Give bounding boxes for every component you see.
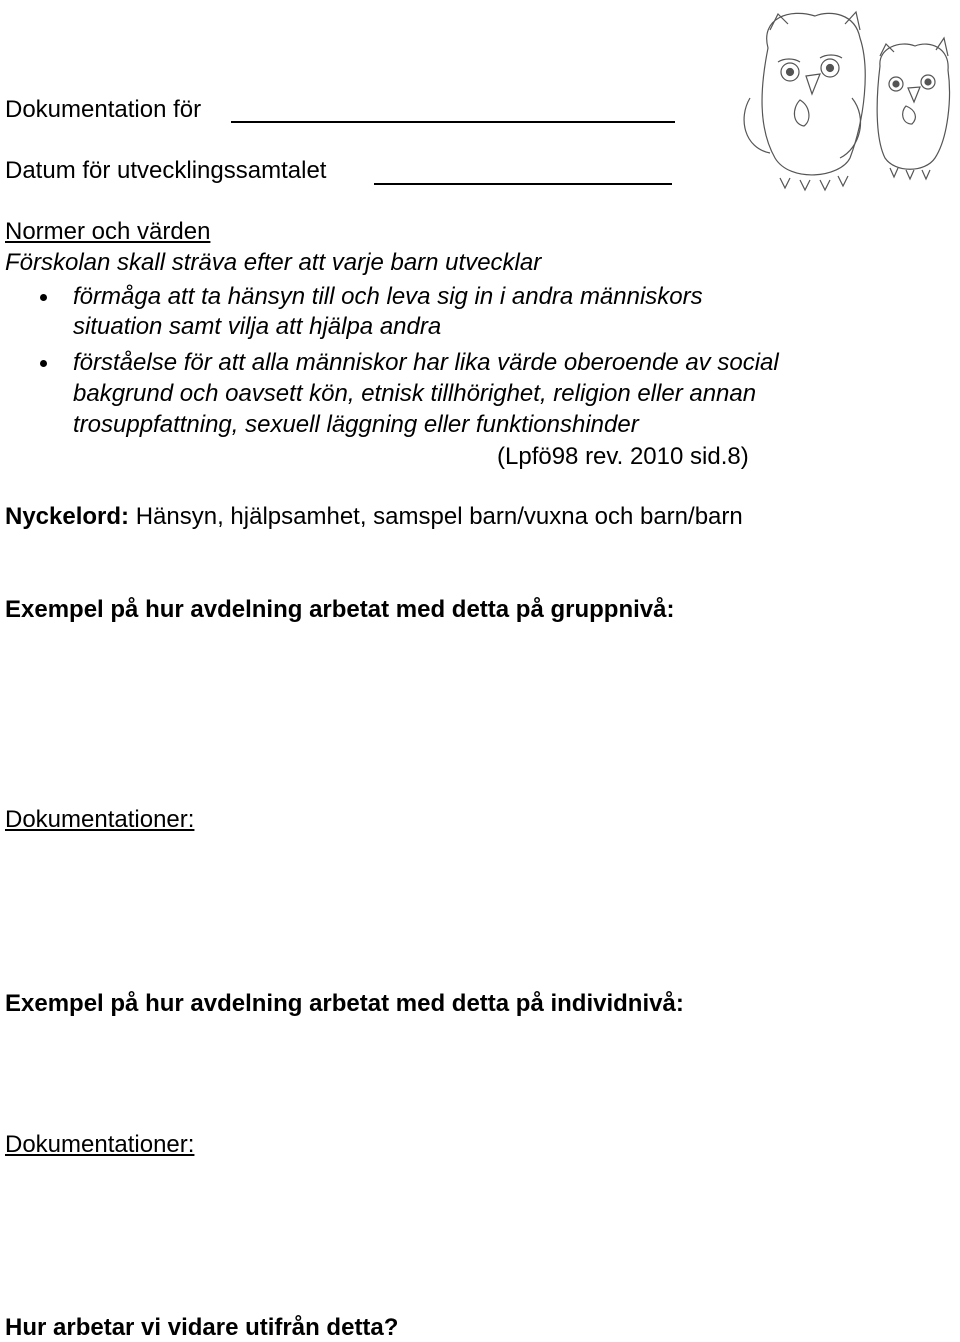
bullet-2-line-2: bakgrund och oavsett kön, etnisk tillhörighet, religion eller annan [73, 380, 757, 407]
next-steps-heading: Hur arbetar vi vidare utifrån detta? [5, 1314, 399, 1341]
individual-level-doc-label: Dokumentationer: [5, 1131, 195, 1158]
section-title: Normer och värden [5, 218, 211, 245]
big-owl-icon [744, 12, 865, 190]
group-level-doc-label: Dokumentationer: [5, 806, 195, 833]
reference: (Lpfö98 rev. 2010 sid.8) [497, 443, 749, 470]
group-level-heading: Exempel på hur avdelning arbetat med detta på gruppnivå: [5, 596, 675, 623]
date-line[interactable] [374, 183, 672, 185]
individual-level-heading: Exempel på hur avdelning arbetat med detta på individnivå: [5, 990, 684, 1017]
bullet-2-line-3: trosuppfattning, sexuell läggning eller funktionshinder [73, 411, 639, 438]
bullet-2-line-1: förståelse för att alla människor har lika värde oberoende av social [73, 349, 779, 376]
doc-for-line[interactable] [231, 121, 675, 123]
keywords-line [5, 503, 743, 531]
date-label: Datum för utvecklingssamtalet [5, 157, 327, 184]
keywords-label: Nyckelord: [5, 503, 130, 530]
owls-illustration-icon [730, 8, 955, 198]
section-intro: Förskolan skall sträva efter att varje barn utvecklar [5, 249, 542, 276]
small-owl-icon [877, 38, 949, 179]
doc-for-label: Dokumentation för [5, 96, 202, 123]
bullet-1-line-1: förmåga att ta hänsyn till och leva sig in i andra människors [73, 283, 703, 310]
bullet-dot-icon [40, 360, 47, 367]
keywords-text: Hänsyn, hjälpsamhet, samspel barn/vuxna och barn/barn [129, 503, 743, 530]
bullet-1-line-2: situation samt vilja att hjälpa andra [73, 313, 442, 340]
bullet-dot-icon [40, 294, 47, 301]
